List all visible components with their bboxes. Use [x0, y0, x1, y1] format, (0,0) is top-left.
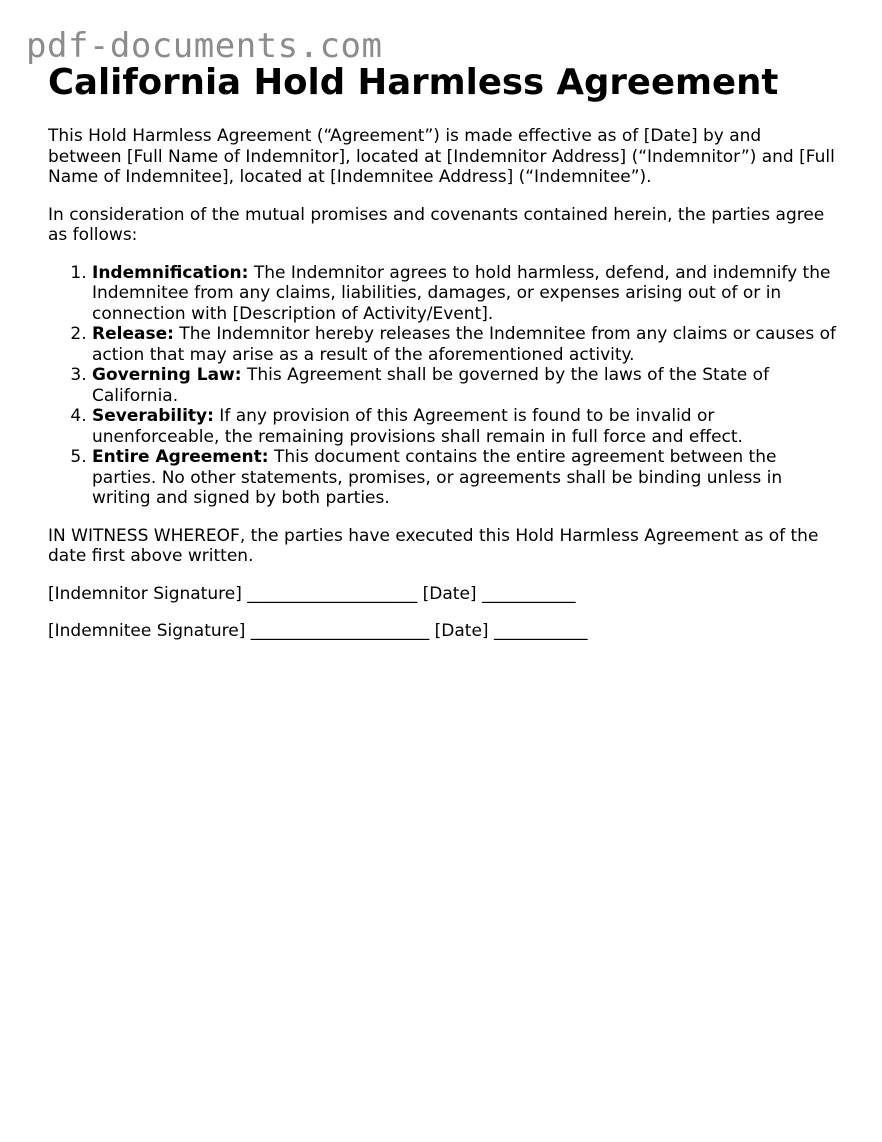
clause-heading: Release:: [92, 324, 174, 344]
watermark: pdf-documents.com: [26, 26, 383, 66]
clause-text: The Indemnitor hereby releases the Indemnitee from any claims or causes of action that may arise as a result of the aforementioned activity.: [92, 324, 837, 365]
indemnitor-signature-line: [Indemnitor Signature] ____________________ [Date] ___________: [48, 583, 576, 604]
consideration-paragraph: In consideration of the mutual promises and covenants contained herein, the parties agree as follows:: [48, 204, 825, 245]
clause-heading: Entire Agreement:: [92, 447, 269, 467]
clause-text: The Indemnitor agrees to hold harmless, defend, and indemnify the Indemnitee from any claims, liabilities, damages, or expenses arising out of or in connection with [Description of Activity/Event].: [92, 262, 831, 324]
clause-severability: [92, 406, 838, 447]
clause-entire-agreement: [92, 447, 838, 509]
document-page: [48, 62, 838, 642]
clause-release: [92, 324, 838, 365]
clause-heading: Severability:: [92, 406, 214, 426]
clause-governing-law: [92, 365, 838, 406]
clause-list: [48, 263, 838, 509]
document-title: California Hold Harmless Agreement: [48, 62, 779, 103]
intro-paragraph: This Hold Harmless Agreement (“Agreement”) is made effective as of [Date] by and between [Full Name of Indemnitor], located at [Indemnitor Address] (“Indemnitor”) and [Full Name of Indemnitee], located at [Indemnitee Address] (“Indemnitee”).: [48, 126, 835, 187]
witness-paragraph: IN WITNESS WHEREOF, the parties have executed this Hold Harmless Agreement as of the date first above written.: [48, 525, 819, 566]
clause-text: If any provision of this Agreement is found to be invalid or unenforceable, the remaining provisions shall remain in full force and effect.: [92, 406, 743, 447]
indemnitee-signature-line: [Indemnitee Signature] _____________________ [Date] ___________: [48, 621, 588, 641]
clause-heading: Governing Law:: [92, 365, 242, 385]
clause-heading: Indemnification:: [92, 262, 249, 283]
clause-text: This Agreement shall be governed by the laws of the State of California.: [92, 365, 770, 406]
clause-text: This document contains the entire agreement between the parties. No other statements, promises, or agreements shall be binding unless in writing and signed by both parties.: [92, 447, 783, 508]
clause-indemnification: [92, 263, 838, 325]
